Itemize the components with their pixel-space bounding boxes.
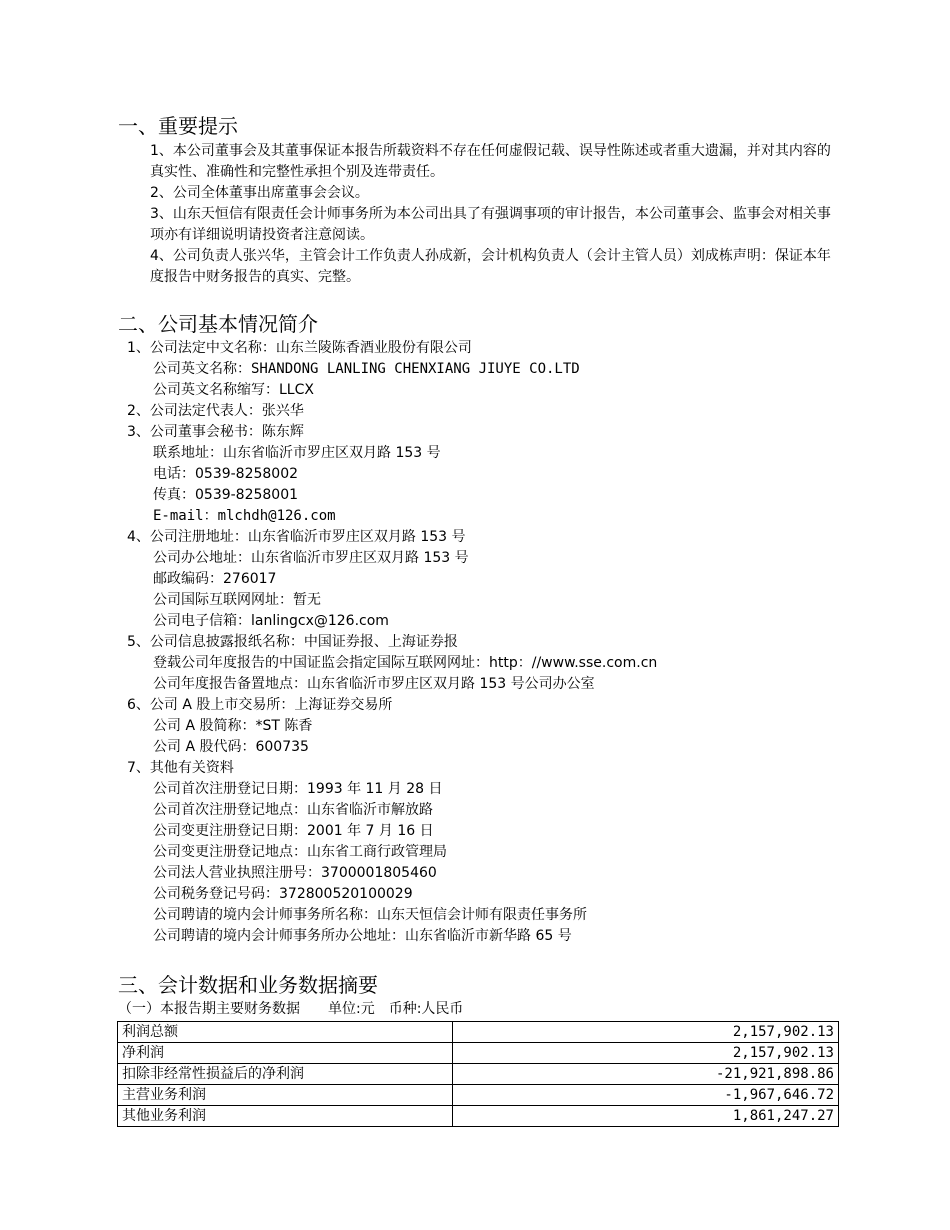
info-line-registered-address: 4、公司注册地址：山东省临沂市罗庄区双月路 153 号 <box>127 529 466 545</box>
table-row <box>118 1106 839 1127</box>
section1-title: 一、重要提示 <box>118 114 238 138</box>
info-line-auditor-address: 公司聘请的境内会计师事务所办公地址：山东省临沂市新华路 65 号 <box>153 928 572 944</box>
info-line-chinese-name: 1、公司法定中文名称：山东兰陵陈香酒业股份有限公司 <box>127 340 472 356</box>
info-line-phone: 电话：0539-8258002 <box>153 466 299 482</box>
row-value: 2,157,902.13 <box>453 1043 839 1064</box>
info-line-newspapers: 5、公司信息披露报纸名称：中国证券报、上海证券报 <box>127 634 458 650</box>
info-line-contact-address: 联系地址：山东省临沂市罗庄区双月路 153 号 <box>153 445 441 461</box>
row-value: 1,861,247.27 <box>453 1106 839 1127</box>
info-line-change-reg-date: 公司变更注册登记日期：2001 年 7 月 16 日 <box>153 823 434 839</box>
info-line-other-info: 7、其他有关资料 <box>127 760 234 776</box>
row-label: 净利润 <box>118 1043 453 1064</box>
info-line-secretary: 3、公司董事会秘书：陈东辉 <box>127 424 304 440</box>
info-line-report-location: 公司年度报告备置地点：山东省临沂市罗庄区双月路 153 号公司办公室 <box>153 676 595 692</box>
info-line-tax-number: 公司税务登记号码：372800520100029 <box>153 886 413 902</box>
info-line-company-email: 公司电子信箱：lanlingcx@126.com <box>153 613 389 629</box>
row-label: 其他业务利润 <box>118 1106 453 1127</box>
info-line-postcode: 邮政编码：276017 <box>153 571 277 587</box>
section1-item-4: 4、公司负责人张兴华，主管会计工作负责人孙成新，会计机构负责人（会计主管人员）刘成栋声明：保证本年度报告中财务报告的真实、完整。 <box>150 248 831 285</box>
row-label: 利润总额 <box>118 1022 453 1043</box>
row-label: 主营业务利润 <box>118 1085 453 1106</box>
info-line-first-reg-place: 公司首次注册登记地点：山东省临沂市解放路 <box>153 802 433 818</box>
section1-item-1: 1、本公司董事会及其董事保证本报告所载资料不存在任何虚假记载、误导性陈述或者重大遗漏，并对其内容的真实性、准确性和完整性承担个别及连带责任。 <box>150 143 831 180</box>
info-line-office-address: 公司办公地址：山东省临沂市罗庄区双月路 153 号 <box>153 550 469 566</box>
info-line-stock-abbr: 公司 A 股简称：*ST 陈香 <box>153 718 313 734</box>
info-line-exchange: 6、公司 A 股上市交易所：上海证券交易所 <box>127 697 393 713</box>
info-line-change-reg-place: 公司变更注册登记地点：山东省工商行政管理局 <box>153 844 447 860</box>
section3-title: 三、会计数据和业务数据摘要 <box>118 973 378 997</box>
info-line-fax: 传真：0539-8258001 <box>153 487 299 503</box>
row-value: -1,967,646.72 <box>453 1085 839 1106</box>
financial-data-table <box>117 1021 839 1127</box>
info-line-stock-code: 公司 A 股代码：600735 <box>153 739 309 755</box>
info-line-email: E-mail：mlchdh@126.com <box>153 508 336 524</box>
table-row <box>118 1022 839 1043</box>
info-line-english-name: 公司英文名称：SHANDONG LANLING CHENXIANG JIUYE CO.LTD <box>153 361 580 377</box>
section2-title: 二、公司基本情况简介 <box>118 312 318 336</box>
table-row <box>118 1043 839 1064</box>
info-line-website: 公司国际互联网网址：暂无 <box>153 592 321 608</box>
row-label: 扣除非经常性损益后的净利润 <box>118 1064 453 1085</box>
info-line-first-reg-date: 公司首次注册登记日期：1993 年 11 月 28 日 <box>153 781 443 797</box>
financial-table-caption: （一）本报告期主要财务数据 单位:元 币种:人民币 <box>118 1001 464 1017</box>
info-line-license-number: 公司法人营业执照注册号：3700001805460 <box>153 865 437 881</box>
info-line-auditor-name: 公司聘请的境内会计师事务所名称：山东天恒信会计师有限责任事务所 <box>153 907 587 923</box>
section1-item-2: 2、公司全体董事出席董事会会议。 <box>150 185 369 201</box>
table-row <box>118 1085 839 1106</box>
table-row <box>118 1064 839 1085</box>
info-line-english-abbr: 公司英文名称缩写：LLCX <box>153 382 314 398</box>
info-line-legal-rep: 2、公司法定代表人：张兴华 <box>127 403 304 419</box>
section1-item-3: 3、山东天恒信有限责任会计师事务所为本公司出具了有强调事项的审计报告，本公司董事会、监事会对相关事项亦有详细说明请投资者注意阅读。 <box>150 206 831 243</box>
info-line-disclosure-website: 登载公司年度报告的中国证监会指定国际互联网网址：http：//www.sse.com.cn <box>153 655 658 671</box>
row-value: -21,921,898.86 <box>453 1064 839 1085</box>
row-value: 2,157,902.13 <box>453 1022 839 1043</box>
